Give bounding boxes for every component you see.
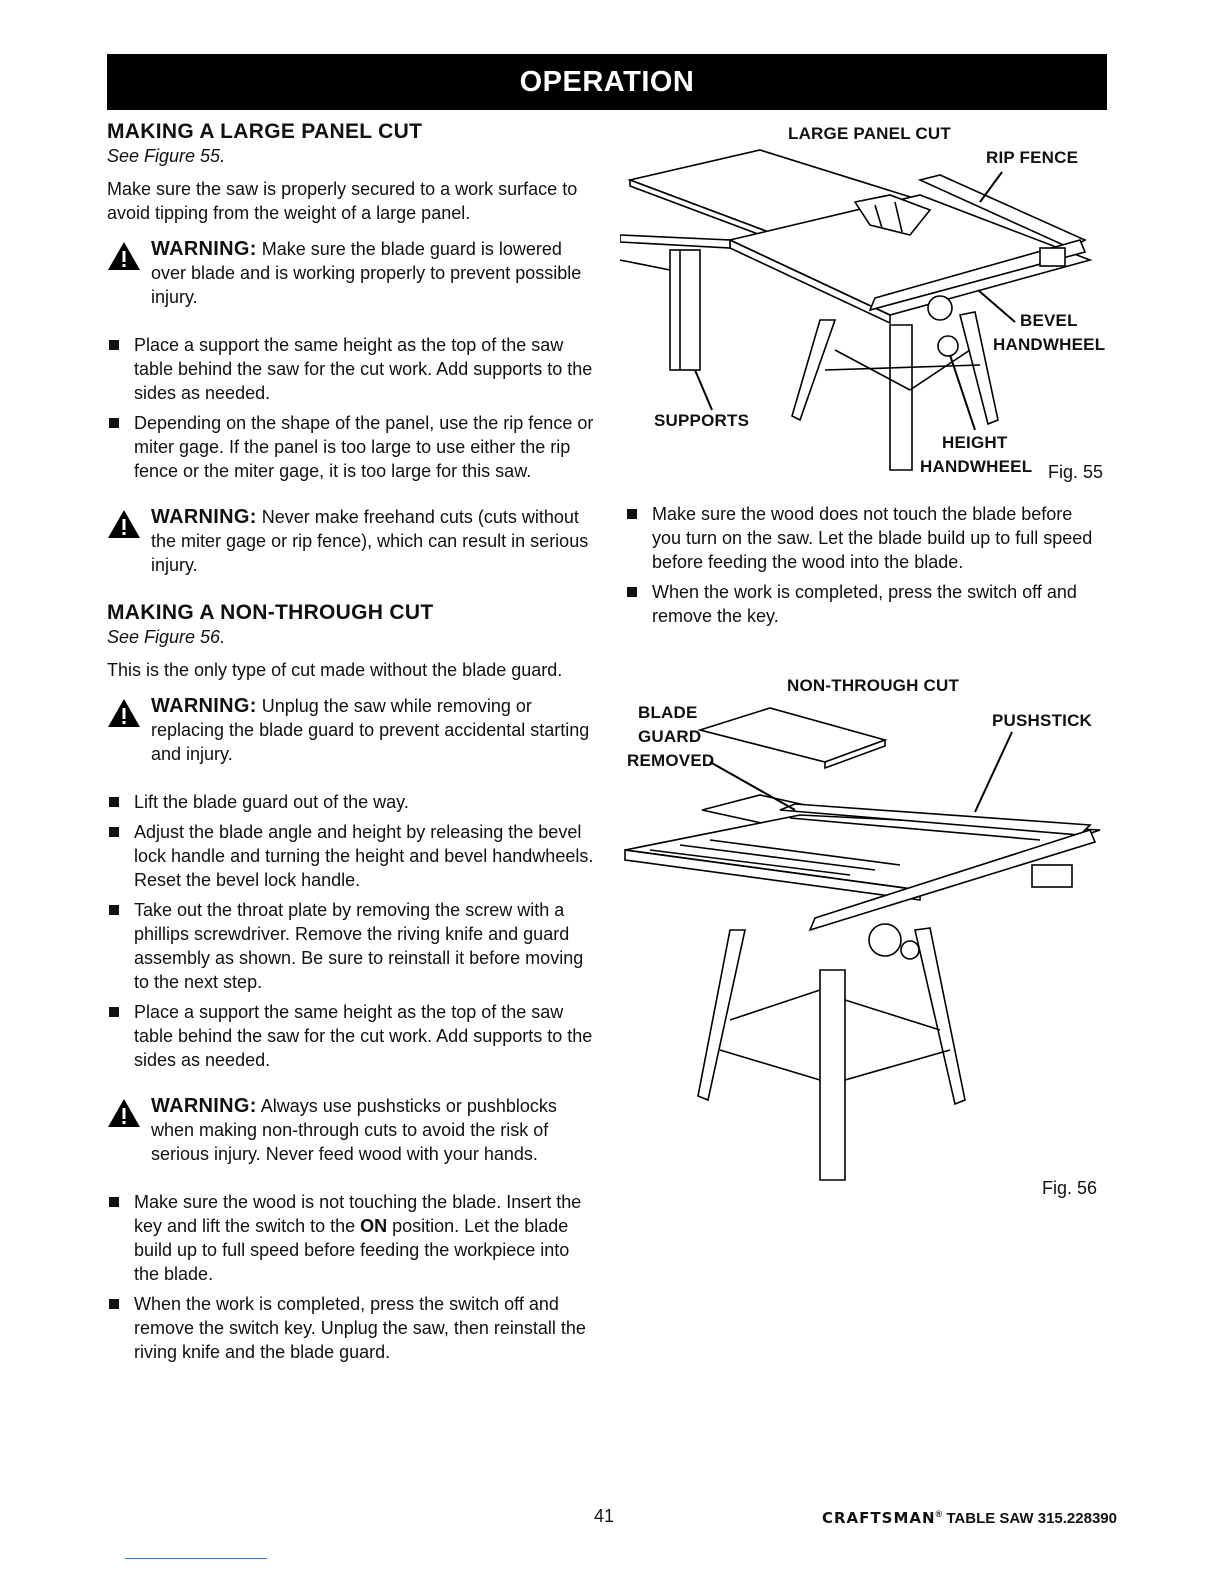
list-item: Adjust the blade angle and height by releasing the bevel lock handle and turning the height and bevel handwheels. Reset the bevel lock handle. xyxy=(107,820,597,892)
warning-text: Always use pushsticks or pushblocks when making non-through cuts to avoid the risk of serious injury. Never feed wood with your hands. xyxy=(151,1096,557,1164)
warning-triangle-icon xyxy=(107,509,141,539)
warning-label: WARNING: xyxy=(151,695,257,717)
warning-text: Unplug the saw while removing or replacing the blade guard to prevent accidental starting and injury. xyxy=(151,696,590,764)
large-panel-intro: Make sure the saw is properly secured to a work surface to avoid tipping from the weight of a large panel. xyxy=(107,179,578,223)
non-through-steps xyxy=(107,790,597,1072)
label-height: HEIGHT xyxy=(942,433,1008,452)
warning-label: WARNING: xyxy=(151,238,257,260)
see-figure-55: See Figure 55. xyxy=(107,146,226,166)
warning-label: WARNING: xyxy=(151,506,257,528)
warning-unplug xyxy=(107,694,597,766)
label-bevel-handwheel: HANDWHEEL xyxy=(993,335,1106,354)
non-through-cut-illustration xyxy=(620,700,1110,1190)
registered-mark: ® xyxy=(935,1509,943,1519)
warning-pushsticks xyxy=(107,1094,597,1166)
warning-freehand xyxy=(107,505,597,577)
figure-56-title: NON-THROUGH CUT xyxy=(787,676,960,695)
warning-blade-guard xyxy=(107,237,597,309)
page-header-banner xyxy=(107,54,1107,110)
figure-55-number: Fig. 55 xyxy=(1048,462,1104,482)
list-item-text: Make sure the wood is not touching the blade. Insert the key and lift the switch to the xyxy=(134,1192,582,1236)
warning-triangle-icon xyxy=(107,698,141,728)
warning-triangle-icon xyxy=(107,241,141,271)
footer-model xyxy=(822,1509,1117,1527)
label-guard: GUARD xyxy=(638,727,702,746)
non-through-final-steps xyxy=(107,1190,597,1364)
list-item-text: position. Let the blade build up to full speed before feeding the workpiece into the blade. xyxy=(134,1216,570,1284)
list-item: Take out the throat plate by removing the screw with a phillips screwdriver. Remove the riving knife and guard assembly as shown. Be sure to reinstall it before moving to the next step. xyxy=(107,898,597,994)
figure-55-title: LARGE PANEL CUT xyxy=(788,124,951,143)
section-heading-non-through: MAKING A NON-THROUGH CUT xyxy=(107,601,434,624)
see-figure-56: See Figure 56. xyxy=(107,627,226,647)
model-number: TABLE SAW 315.228390 xyxy=(942,1510,1117,1527)
label-supports: SUPPORTS xyxy=(654,411,750,430)
list-item: Place a support the same height as the top of the saw table behind the saw for the cut work. Add supports to the sides as needed. xyxy=(107,333,597,405)
large-panel-steps xyxy=(107,333,597,483)
brand-logo: CRAFTSMAN xyxy=(822,1509,936,1527)
label-pushstick: PUSHSTICK xyxy=(992,711,1093,730)
warning-text: Never make freehand cuts (cuts without the miter gage or rip fence), which can result in serious injury. xyxy=(151,507,589,575)
list-item: Lift the blade guard out of the way. xyxy=(107,790,597,814)
warning-text: Make sure the blade guard is lowered over blade and is working properly to prevent possible injury. xyxy=(151,239,582,307)
label-bevel: BEVEL xyxy=(1020,311,1078,330)
page-number: 41 xyxy=(594,1506,615,1526)
section-heading-large-panel: MAKING A LARGE PANEL CUT xyxy=(107,120,423,143)
left-column xyxy=(107,120,597,1374)
warning-triangle-icon xyxy=(107,1098,141,1128)
warning-label: WARNING: xyxy=(151,1095,257,1117)
list-item: Depending on the shape of the panel, use the rip fence or miter gage. If the panel is too large to use either the rip fence or the miter gage, it is too large for this saw. xyxy=(107,411,597,483)
label-removed: REMOVED xyxy=(627,751,715,770)
list-item: When the work is completed, press the switch off and remove the key. xyxy=(625,580,1105,628)
label-rip-fence: RIP FENCE xyxy=(986,148,1079,167)
right-column-steps xyxy=(625,502,1105,638)
list-item xyxy=(107,1190,597,1286)
list-item: Make sure the wood does not touch the blade before you turn on the saw. Let the blade build up to full speed before feeding the wood into the blade. xyxy=(625,502,1105,574)
page-header-title: OPERATION xyxy=(519,65,695,98)
footer-divider xyxy=(125,1558,267,1559)
label-blade: BLADE xyxy=(638,703,698,722)
list-item: Place a support the same height as the top of the saw table behind the saw for the cut work. Add supports to the sides as needed. xyxy=(107,1000,597,1072)
figure-56-number: Fig. 56 xyxy=(1042,1178,1098,1198)
on-position-label: ON xyxy=(360,1216,388,1236)
list-item: When the work is completed, press the switch off and remove the switch key. Unplug the saw, then reinstall the riving knife and the blade guard. xyxy=(107,1292,597,1364)
run-saw-steps xyxy=(625,502,1105,628)
label-height-handwheel: HANDWHEEL xyxy=(920,457,1033,476)
non-through-intro: This is the only type of cut made without the blade guard. xyxy=(107,660,563,680)
